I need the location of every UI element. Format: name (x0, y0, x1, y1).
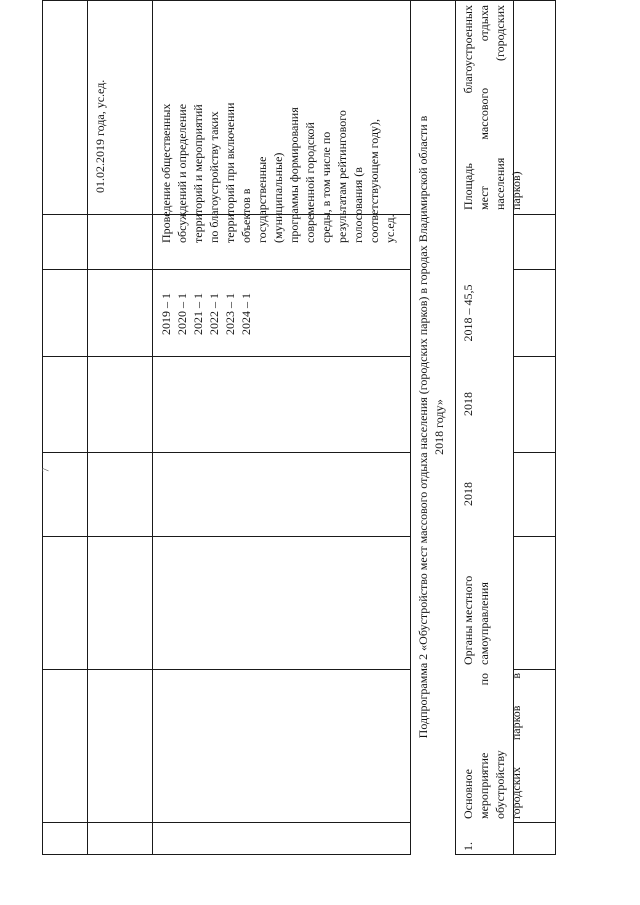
col-line-d (42, 536, 410, 537)
row-1-event-word: Основное (461, 769, 475, 819)
col-line-b (42, 822, 410, 823)
row-1-divider (555, 0, 556, 855)
row-1-event-word: городских (509, 767, 523, 819)
col-line-e (42, 452, 410, 453)
top-row-values-cell (158, 275, 254, 335)
row-1-event-word: в (509, 673, 523, 679)
row-1-event-cell (460, 673, 524, 819)
table-row-divider-1 (87, 0, 88, 855)
right-border (42, 0, 555, 1)
top-row-value-2: 2021 – 1 (191, 293, 205, 335)
top-row-result-line-13: соответствующем году), (367, 118, 381, 243)
row-1-event-word: обустройству (493, 750, 507, 819)
row-1-indicator-word: парков) (509, 171, 523, 210)
top-row-result-line-8: программы формирования (287, 107, 301, 243)
page-number-mark: 7 (40, 467, 51, 473)
row-1-event-line-2 (492, 673, 508, 819)
row-1-indicator-word: населения (493, 157, 507, 210)
top-row-result-line-6: государственные (255, 156, 269, 243)
col-line-a (42, 854, 410, 855)
row-1-indicator-word: благоустроенных (461, 5, 475, 94)
row-1-event-word: парков (509, 705, 523, 741)
table-row-divider-3 (410, 0, 411, 855)
row-1-event-line-0 (460, 673, 476, 819)
top-row-result-cell (158, 13, 398, 243)
row-1-indicator-word: (городских (493, 5, 507, 61)
subprogram-title-line-2: 2018 году» (432, 399, 446, 455)
row-1-col-line-h (513, 214, 555, 215)
row-1-indicator-word: мест (477, 186, 491, 210)
row-1-values: 2018 – 45,5 (461, 284, 475, 342)
row-1-event-word: по (477, 673, 491, 686)
row-1-responsible-line-1: самоуправления (477, 582, 491, 665)
row-1-col-line-f (513, 356, 555, 357)
top-row-result-line-14: ус.ед. (383, 214, 397, 243)
table-row-divider-2 (152, 0, 153, 855)
top-row-value-3: 2022 – 1 (207, 293, 221, 335)
row-1-responsible-line-0: Органы местного (461, 575, 475, 665)
row-1-start-year: 2018 (461, 482, 475, 506)
subprogram-title-line-1: Подпрограмма 2 «Обустройство мест массового отдыха населения (городских парков) в городах Владимирской области в (416, 115, 430, 739)
row-1-event-word: мероприятие (477, 752, 491, 819)
subprogram-top-border (455, 0, 456, 855)
row-1-indicator-line-2 (492, 5, 508, 210)
top-row-value-0: 2019 – 1 (159, 293, 173, 335)
row-1-number: 1. (461, 842, 475, 851)
top-row-result-line-11: результатам рейтингового (335, 110, 349, 243)
top-row-result-line-4: территорий при включении (223, 102, 237, 243)
row-1-col-line-d (513, 536, 555, 537)
row-1-responsible-cell (460, 576, 492, 665)
top-row-value-1: 2020 – 1 (175, 293, 189, 335)
top-row-value-5: 2024 – 1 (239, 293, 253, 335)
top-row-result-line-10: среды, в том числе по (319, 131, 333, 243)
top-row-result-line-9: современной городской (303, 122, 317, 243)
top-row-indicator-cell: 01.02.2019 года, ус.ед. (93, 79, 107, 193)
row-1-indicator-line-1 (476, 5, 492, 210)
subprogram-title (415, 5, 447, 849)
top-row-result-line-12: голосования (в (351, 167, 365, 243)
row-1-col-line-a (455, 854, 555, 855)
col-line-f (42, 356, 410, 357)
col-line-g (42, 269, 410, 270)
row-1-indicator-line-0 (460, 5, 476, 210)
row-1-indicator-word: отдыха (477, 5, 491, 42)
row-1-indicator-cell (460, 5, 524, 210)
row-1-col-line-c (513, 669, 555, 670)
top-row-result-line-5: объектов в (239, 188, 253, 243)
top-row-result-line-2: территорий и мероприятий (191, 104, 205, 243)
row-1-col-line-b (513, 822, 555, 823)
row-1-indicator-word: массового (477, 87, 491, 140)
top-row-value-4: 2023 – 1 (223, 293, 237, 335)
row-1-col-line-e (513, 452, 555, 453)
row-1-indicator-line-3 (508, 5, 524, 210)
top-row-result-line-0: Проведение общественных (159, 103, 173, 243)
row-1-event-line-3 (508, 673, 524, 819)
col-line-c (42, 669, 410, 670)
row-1-end-year: 2018 (461, 392, 475, 416)
row-1-event-line-1 (476, 673, 492, 819)
top-row-result-line-3: по благоустройству таких (207, 111, 221, 243)
row-1-col-line-g (513, 269, 555, 270)
table-top-border (42, 0, 43, 855)
top-row-result-line-1: обсуждений и определение (175, 103, 189, 243)
row-1-indicator-word: Площадь (461, 163, 475, 210)
top-row-result-line-7: (муниципальные) (271, 152, 285, 243)
